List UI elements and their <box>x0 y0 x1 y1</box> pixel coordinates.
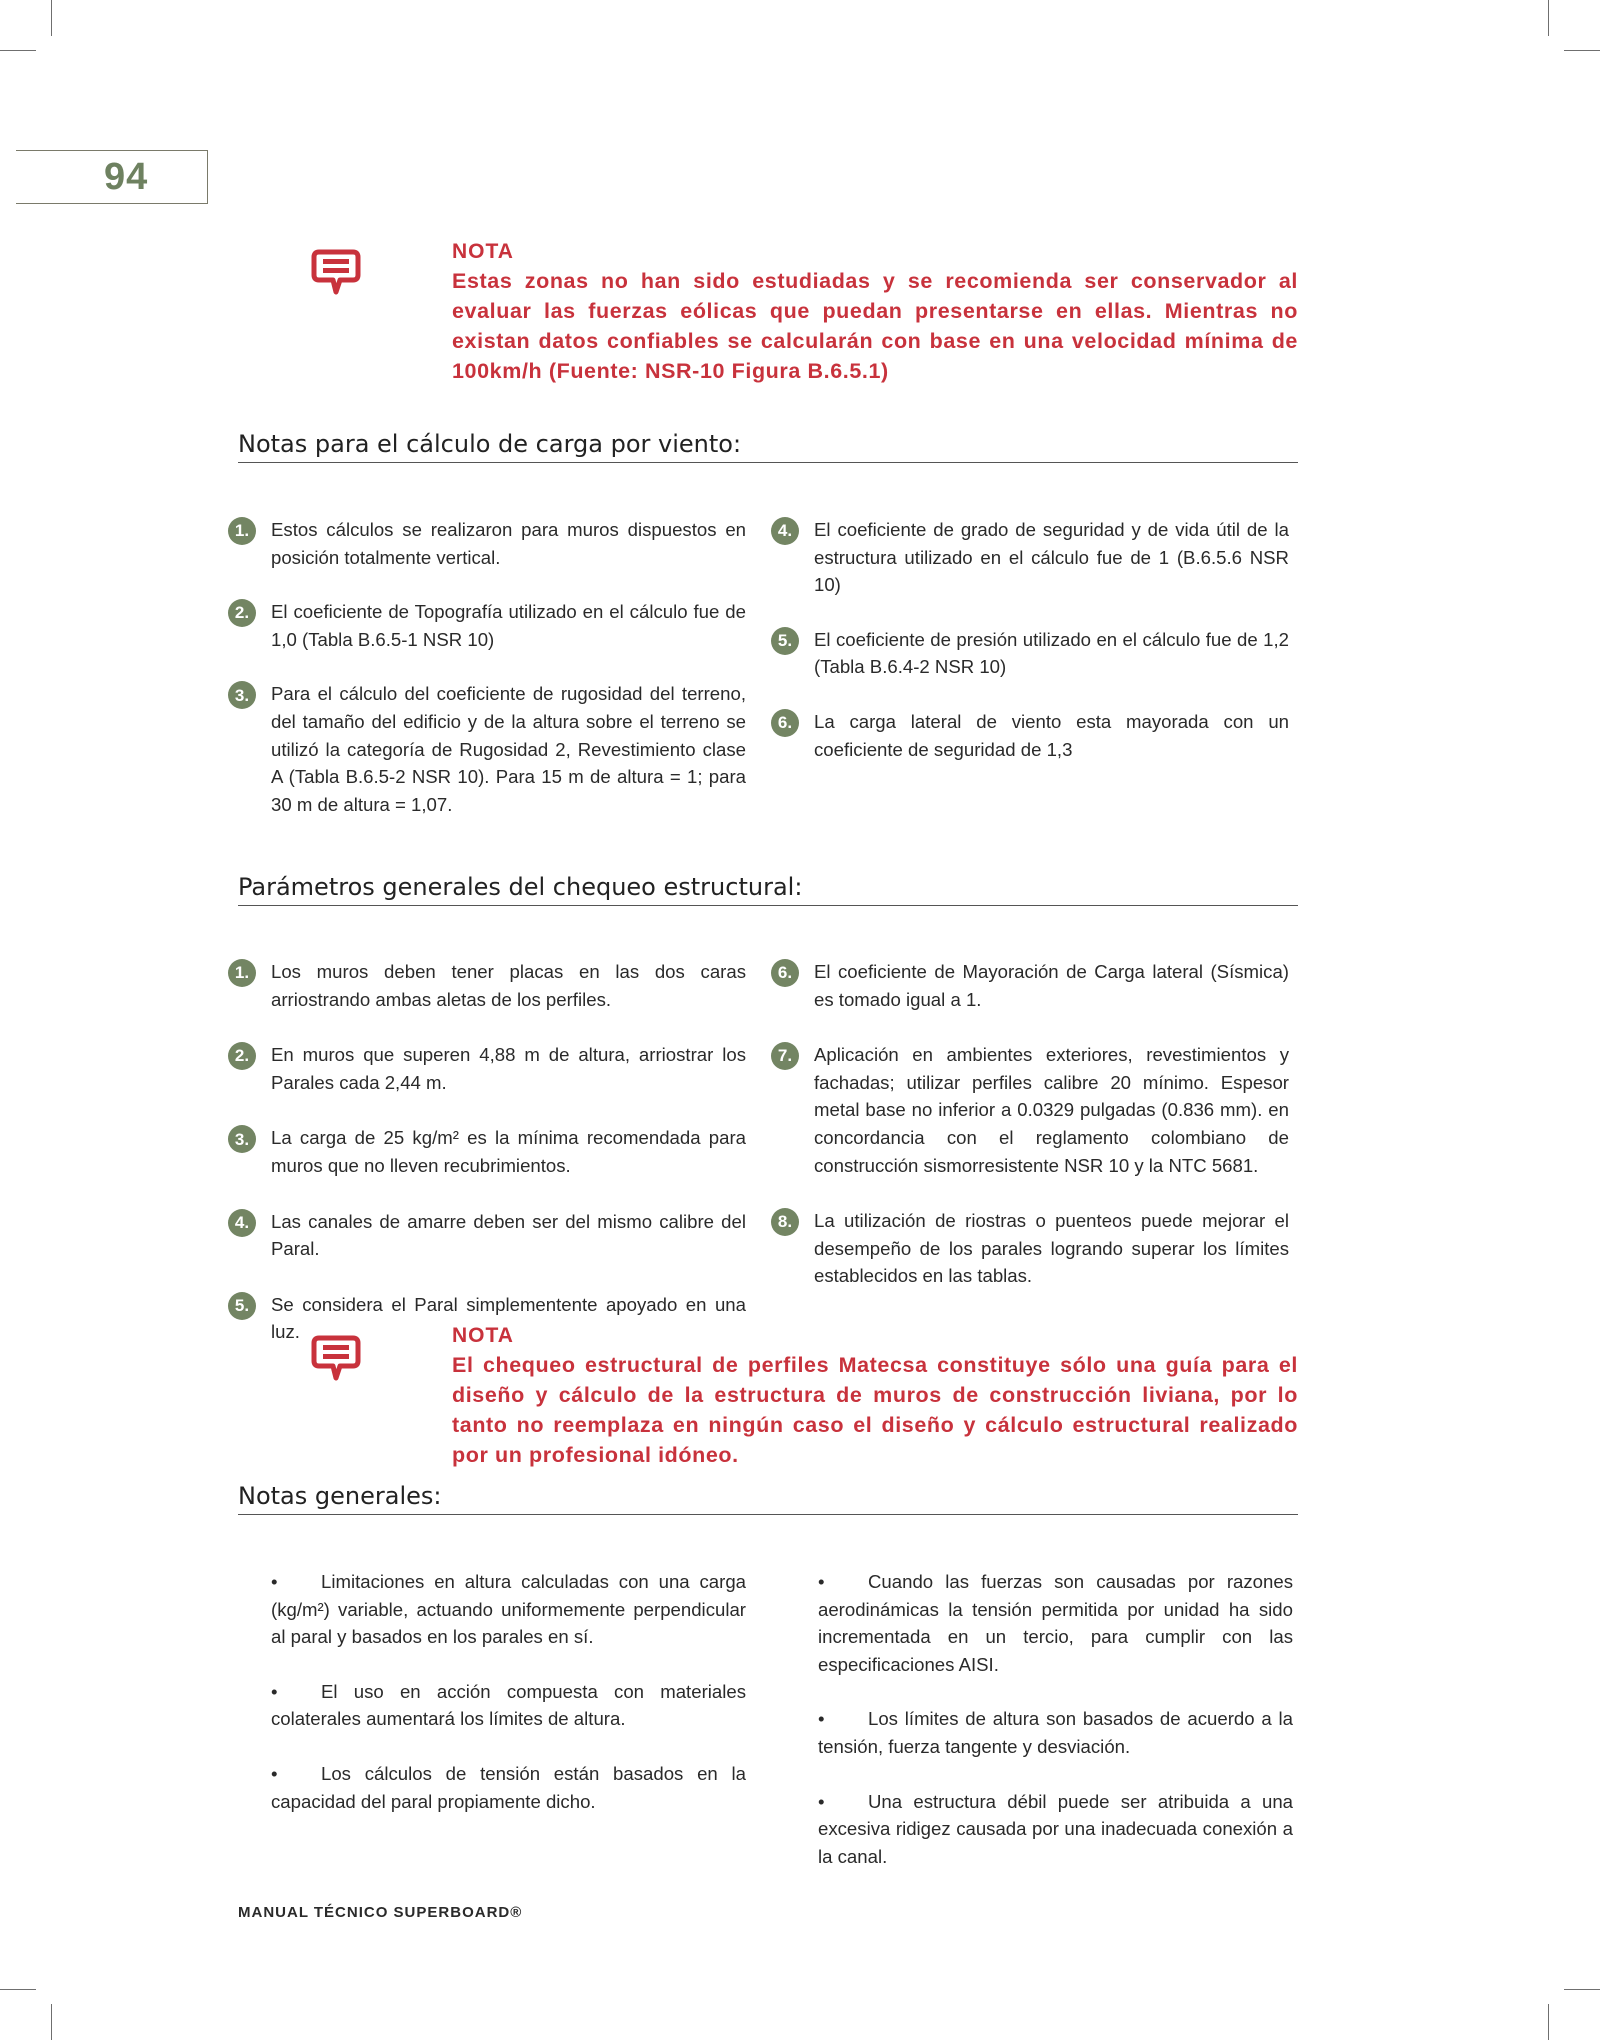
number-badge: 4. <box>771 517 799 545</box>
number-badge: 2. <box>228 1042 256 1070</box>
list-item-text: En muros que superen 4,88 m de altura, arriostrar los Parales cada 2,44 m. <box>271 1044 746 1093</box>
bullet-icon: • <box>271 1571 278 1592</box>
list-item <box>769 626 1289 681</box>
bullet-icon: • <box>818 1708 825 1730</box>
bullet-item <box>226 1678 746 1733</box>
list-item-text: Estos cálculos se realizaron para muros dispuestos en posición totalmente vertical. <box>271 519 746 568</box>
bullet-text: Limitaciones en altura calculadas con una carga (kg/m²) variable, actuando uniformemente perpendicular al paral y basados en los parales en sí. <box>271 1571 746 1648</box>
bullet-item <box>773 1705 1293 1760</box>
list-item <box>769 1041 1289 1179</box>
list-item <box>226 1124 746 1179</box>
wind-notes-left <box>226 516 746 818</box>
crop-mark <box>1564 1989 1600 1990</box>
wind-notes-right <box>769 516 1289 763</box>
crop-mark <box>51 0 52 36</box>
list-item-text: Se considera el Paral simplementente apoyado en una luz. <box>271 1293 746 1343</box>
number-badge: 5. <box>228 1292 256 1320</box>
number-badge: 2. <box>228 599 256 627</box>
structural-params-left <box>226 958 746 1346</box>
bullet-icon: • <box>271 1680 278 1702</box>
bullet-icon: • <box>818 1790 825 1812</box>
footer-title: MANUAL TÉCNICO SUPERBOARD® <box>238 1904 523 1921</box>
crop-mark <box>51 2004 52 2040</box>
note-body: Estas zonas no han sido estudiadas y se recomienda ser conservador al evaluar las fuerzas eólicas que puedan presentarse en ellas. Mientras no existan datos confiables se calcularán con base en una velocidad mínima de 100km/h (Fuente: NSR-10 Figura B.6.5.1) <box>452 269 1298 383</box>
bullet-item <box>226 1760 746 1815</box>
list-item <box>769 958 1289 1013</box>
general-notes-right <box>773 1568 1293 1870</box>
list-item-text: El coeficiente de Topografía utilizado en el cálculo fue de 1,0 (Tabla B.6.5-1 NSR 10) <box>271 601 746 650</box>
list-item-text: El coeficiente de presión utilizado en el cálculo fue de 1,2 (Tabla B.6.4-2 NSR 10) <box>814 628 1289 678</box>
bullet-text: Una estructura débil puede ser atribuida a una excesiva ridigez causada por una inadecuada conexión a la canal. <box>818 1790 1293 1867</box>
page-number: 94 <box>104 156 149 198</box>
list-item-text: El coeficiente de Mayoración de Carga lateral (Sísmica) es tomado igual a 1. <box>814 961 1289 1010</box>
number-badge: 7. <box>771 1042 799 1070</box>
bullet-text: Cuando las fuerzas son causadas por razones aerodinámicas la tensión permitida por unidad ha sido incrementada en un tercio, para cumplir con las especificaciones AISI. <box>818 1571 1293 1675</box>
number-badge: 4. <box>228 1209 256 1237</box>
number-badge: 5. <box>771 627 799 655</box>
number-badge: 6. <box>771 709 799 737</box>
list-item <box>226 1208 746 1263</box>
bullet-text: El uso en acción compuesta con materiales colaterales aumentará los límites de altura. <box>271 1680 746 1730</box>
number-badge: 3. <box>228 1125 256 1153</box>
bullet-item <box>226 1568 746 1651</box>
speech-bubble-icon <box>310 248 362 300</box>
crop-mark <box>0 50 36 51</box>
crop-mark <box>1548 2004 1549 2040</box>
list-item <box>769 708 1289 763</box>
list-item-text: La utilización de riostras o puenteos puede mejorar el desempeño de los parales logrando superar los límites establecidos en las tablas. <box>814 1210 1289 1287</box>
list-item-text: Los muros deben tener placas en las dos caras arriostrando ambas aletas de los perfiles. <box>271 961 746 1010</box>
list-item <box>226 680 746 818</box>
note-body: El chequeo estructural de perfiles Matecsa constituye sólo una guía para el diseño y cálculo de la estructura de muros de construcción liviana, por lo tanto no reemplaza en ningún caso el diseño y cálculo estructural realizado por un profesional idóneo. <box>452 1353 1298 1467</box>
list-item-text: La carga lateral de viento esta mayorada con un coeficiente de seguridad de 1,3 <box>814 710 1289 760</box>
number-badge: 3. <box>228 681 256 709</box>
list-item-text: Aplicación en ambientes exteriores, revestimientos y fachadas; utilizar perfiles calibre 20 mínimo. Espesor metal base no inferior a 0.0329 pulgadas (0.836 mm). en concordancia con el reglamento colombiano de construcción sismorresistente NSR 10 y la NTC 5681. <box>814 1044 1289 1176</box>
bullet-item <box>773 1568 1293 1678</box>
list-item <box>226 1041 746 1096</box>
crop-mark <box>1564 50 1600 51</box>
crop-mark <box>1548 0 1549 36</box>
list-item <box>769 1207 1289 1290</box>
section-heading-wind: Notas para el cálculo de carga por viento: <box>238 430 1298 463</box>
list-item <box>226 516 746 571</box>
list-item <box>226 958 746 1013</box>
bullet-icon: • <box>271 1762 278 1784</box>
number-badge: 1. <box>228 959 256 987</box>
list-item-text: Las canales de amarre deben ser del mismo calibre del Paral. <box>271 1210 746 1260</box>
section-heading-structural: Parámetros generales del chequeo estructural: <box>238 873 1298 906</box>
list-item-text: La carga de 25 kg/m² es la mínima recomendada para muros que no lleven recubrimientos. <box>271 1127 746 1176</box>
number-badge: 8. <box>771 1208 799 1236</box>
list-item-text: El coeficiente de grado de seguridad y de vida útil de la estructura utilizado en el cálculo fue de 1 (B.6.5.6 NSR 10) <box>814 519 1289 596</box>
bullet-icon: • <box>818 1571 825 1592</box>
crop-mark <box>0 1989 36 1990</box>
list-item <box>769 516 1289 599</box>
bullet-item <box>773 1788 1293 1871</box>
bullet-text: Los cálculos de tensión están basados en la capacidad del paral propiamente dicho. <box>271 1762 746 1812</box>
number-badge: 6. <box>771 959 799 987</box>
speech-bubble-icon <box>310 1334 362 1386</box>
general-notes-left <box>226 1568 746 1815</box>
list-item-text: Para el cálculo del coeficiente de rugosidad del terreno, del tamaño del edificio y de la altura sobre el terreno se utilizó la categoría de Rugosidad 2, Revestimiento clase A (Tabla B.6.5-2 NSR 10). Para 15 m de altura = 1; para 30 m de altura = 1,07. <box>271 683 746 815</box>
list-item <box>226 598 746 653</box>
note-title: NOTA <box>452 1324 514 1347</box>
bullet-text: Los límites de altura son basados de acuerdo a la tensión, fuerza tangente y desviación. <box>818 1708 1293 1757</box>
section-heading-general: Notas generales: <box>238 1482 1298 1515</box>
number-badge: 1. <box>228 517 256 545</box>
note-title: NOTA <box>452 240 514 263</box>
structural-params-right <box>769 958 1289 1290</box>
